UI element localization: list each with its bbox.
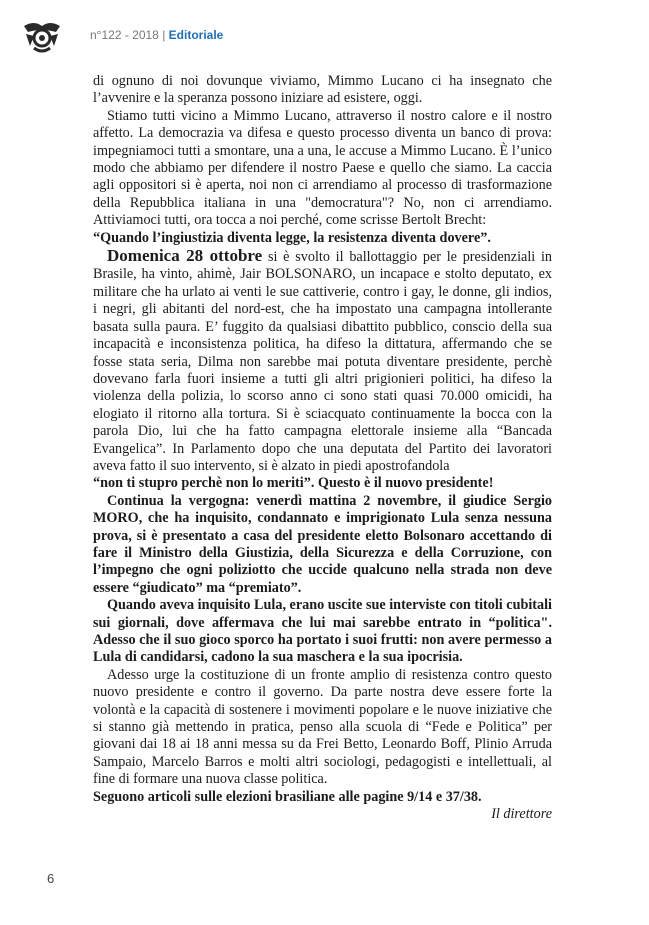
paragraph: Stiamo tutti vicino a Mimmo Lucano, attraverso il nostro calore e il nostro affetto. La democrazia va difesa e questo processo diventa un banco di prova: impegniamoci tutti a smontare, una a una, le accuse a Mimmo Lucano. È l’unico modo che abbiamo per difendere il nostro Paese e quello che siamo. La caccia agli oppositori si è aperta, noi non ci arrendiamo al processo di trasformazione della Repubblica italiana in una "democratura"? No, non ci arrendiamo. Attiviamoci tutti, ora tocca a noi perché, come scrisse Bertolt Brecht: <box>93 107 552 229</box>
issue-label: n°122 - 2018 <box>90 28 159 42</box>
article-body <box>93 73 552 823</box>
paragraph: Adesso urge la costituzione di un fronte amplio di resistenza contro questo nuovo presidente e contro il governo. Da parte nostra deve essere forte la volontà e la capacità di sostenere i movimenti popolare e le nuove iniziative che si stanno già mettendo in pratica, penso alla scuola di “Fede e Politica” per giovani dai 18 ai 18 anni messa su da Frei Betto, Leonardo Boff, Plinio Arruda Sampaio, Marcelo Barros e molti altri sociologi, pedagogisti e intellettuali, al fine di formare una nuova classe politica. <box>93 666 552 788</box>
paragraph: Continua la vergogna: venerdì mattina 2 novembre, il giudice Sergio MORO, che ha inquisito, condannato e imprigionato Lula senza nessuna prova, si è presentato a casa del presidente eletto Bolsonaro accettando di fare il Ministro della Giustizia, della Sicurezza e della Corruzione, con l’impegno che ogni poliziotto che uccide qualcuno nella strada non deve essere “giudicato” ma “premiato”. <box>93 492 552 596</box>
signature: Il direttore <box>491 806 552 823</box>
section-label: Editoriale <box>168 28 224 42</box>
bolsonaro-quote: “non ti stupro perchè non lo meriti”. Questo è il nuovo presidente! <box>93 475 494 492</box>
date-heading: Domenica 28 ottobre <box>107 246 263 266</box>
paragraph: Quando aveva inquisito Lula, erano uscite sue interviste con titoli cubitali sui giornali, dove affermava che lui mai sarebbe entrato in “politica". Adesso che il suo gioco sporco ha portato i suoi frutti: non avere permesso a Lula di candidarsi, cadono la sua maschera e la sua ipocrisia. <box>93 597 552 666</box>
header-separator: | <box>162 28 166 42</box>
page-header <box>20 18 420 58</box>
see-also-note: Seguono articoli sulle elezioni brasiliane alle pagine 9/14 e 37/38. <box>93 788 482 805</box>
paragraph <box>93 247 552 475</box>
running-header <box>90 28 223 42</box>
paragraph-text: si è svolto il ballottaggio per le presidenziali in Brasile, ha vinto, ahimè, Jair BOLSONARO, un incapace e stolto deputato, ex militare che ha urlato ai venti le sue cattiverie, contro i gay, le donne, gli indios, i negri, gli abitanti del nord-est, che ha impostato una campagna intollerante basata sulla paura. E’ fuggito da qualsiasi dibattito pubblico, conscio della sua incapacità e inconsistenza politica, ha difeso la dittatura, affermando che se fosse stata seria, Dilma non sarebbe mai potuta diventare presidente, perchè dovevano farla fuori insieme a tutti gli altri prigionieri politici, ha difeso la violenza della polizia, lo scorso anno ci sono stati quasi 70.000 omicidi, ha elogiato il ritorno alla tortura. Si è sciacquato continuamente la bocca con la parola Dio, lui che ha fatto campagna elettorale insieme alla “Bancada Evangelica”. In Parlamento dopo che una deputata del Partito dei lavoratori aveva fatto il suo intervento, si è alzato in piedi apostrofandola <box>93 249 552 474</box>
page-number: 6 <box>47 871 55 886</box>
paragraph: di ognuno di noi dovunque viviamo, Mimmo Lucano ci ha insegnato che l’avvenire e la speranza possono iniziare ad esistere, oggi. <box>93 73 552 107</box>
brecht-quote: “Quando l’ingiustizia diventa legge, la resistenza diventa dovere”. <box>93 229 491 246</box>
magazine-logo-icon <box>20 18 64 54</box>
